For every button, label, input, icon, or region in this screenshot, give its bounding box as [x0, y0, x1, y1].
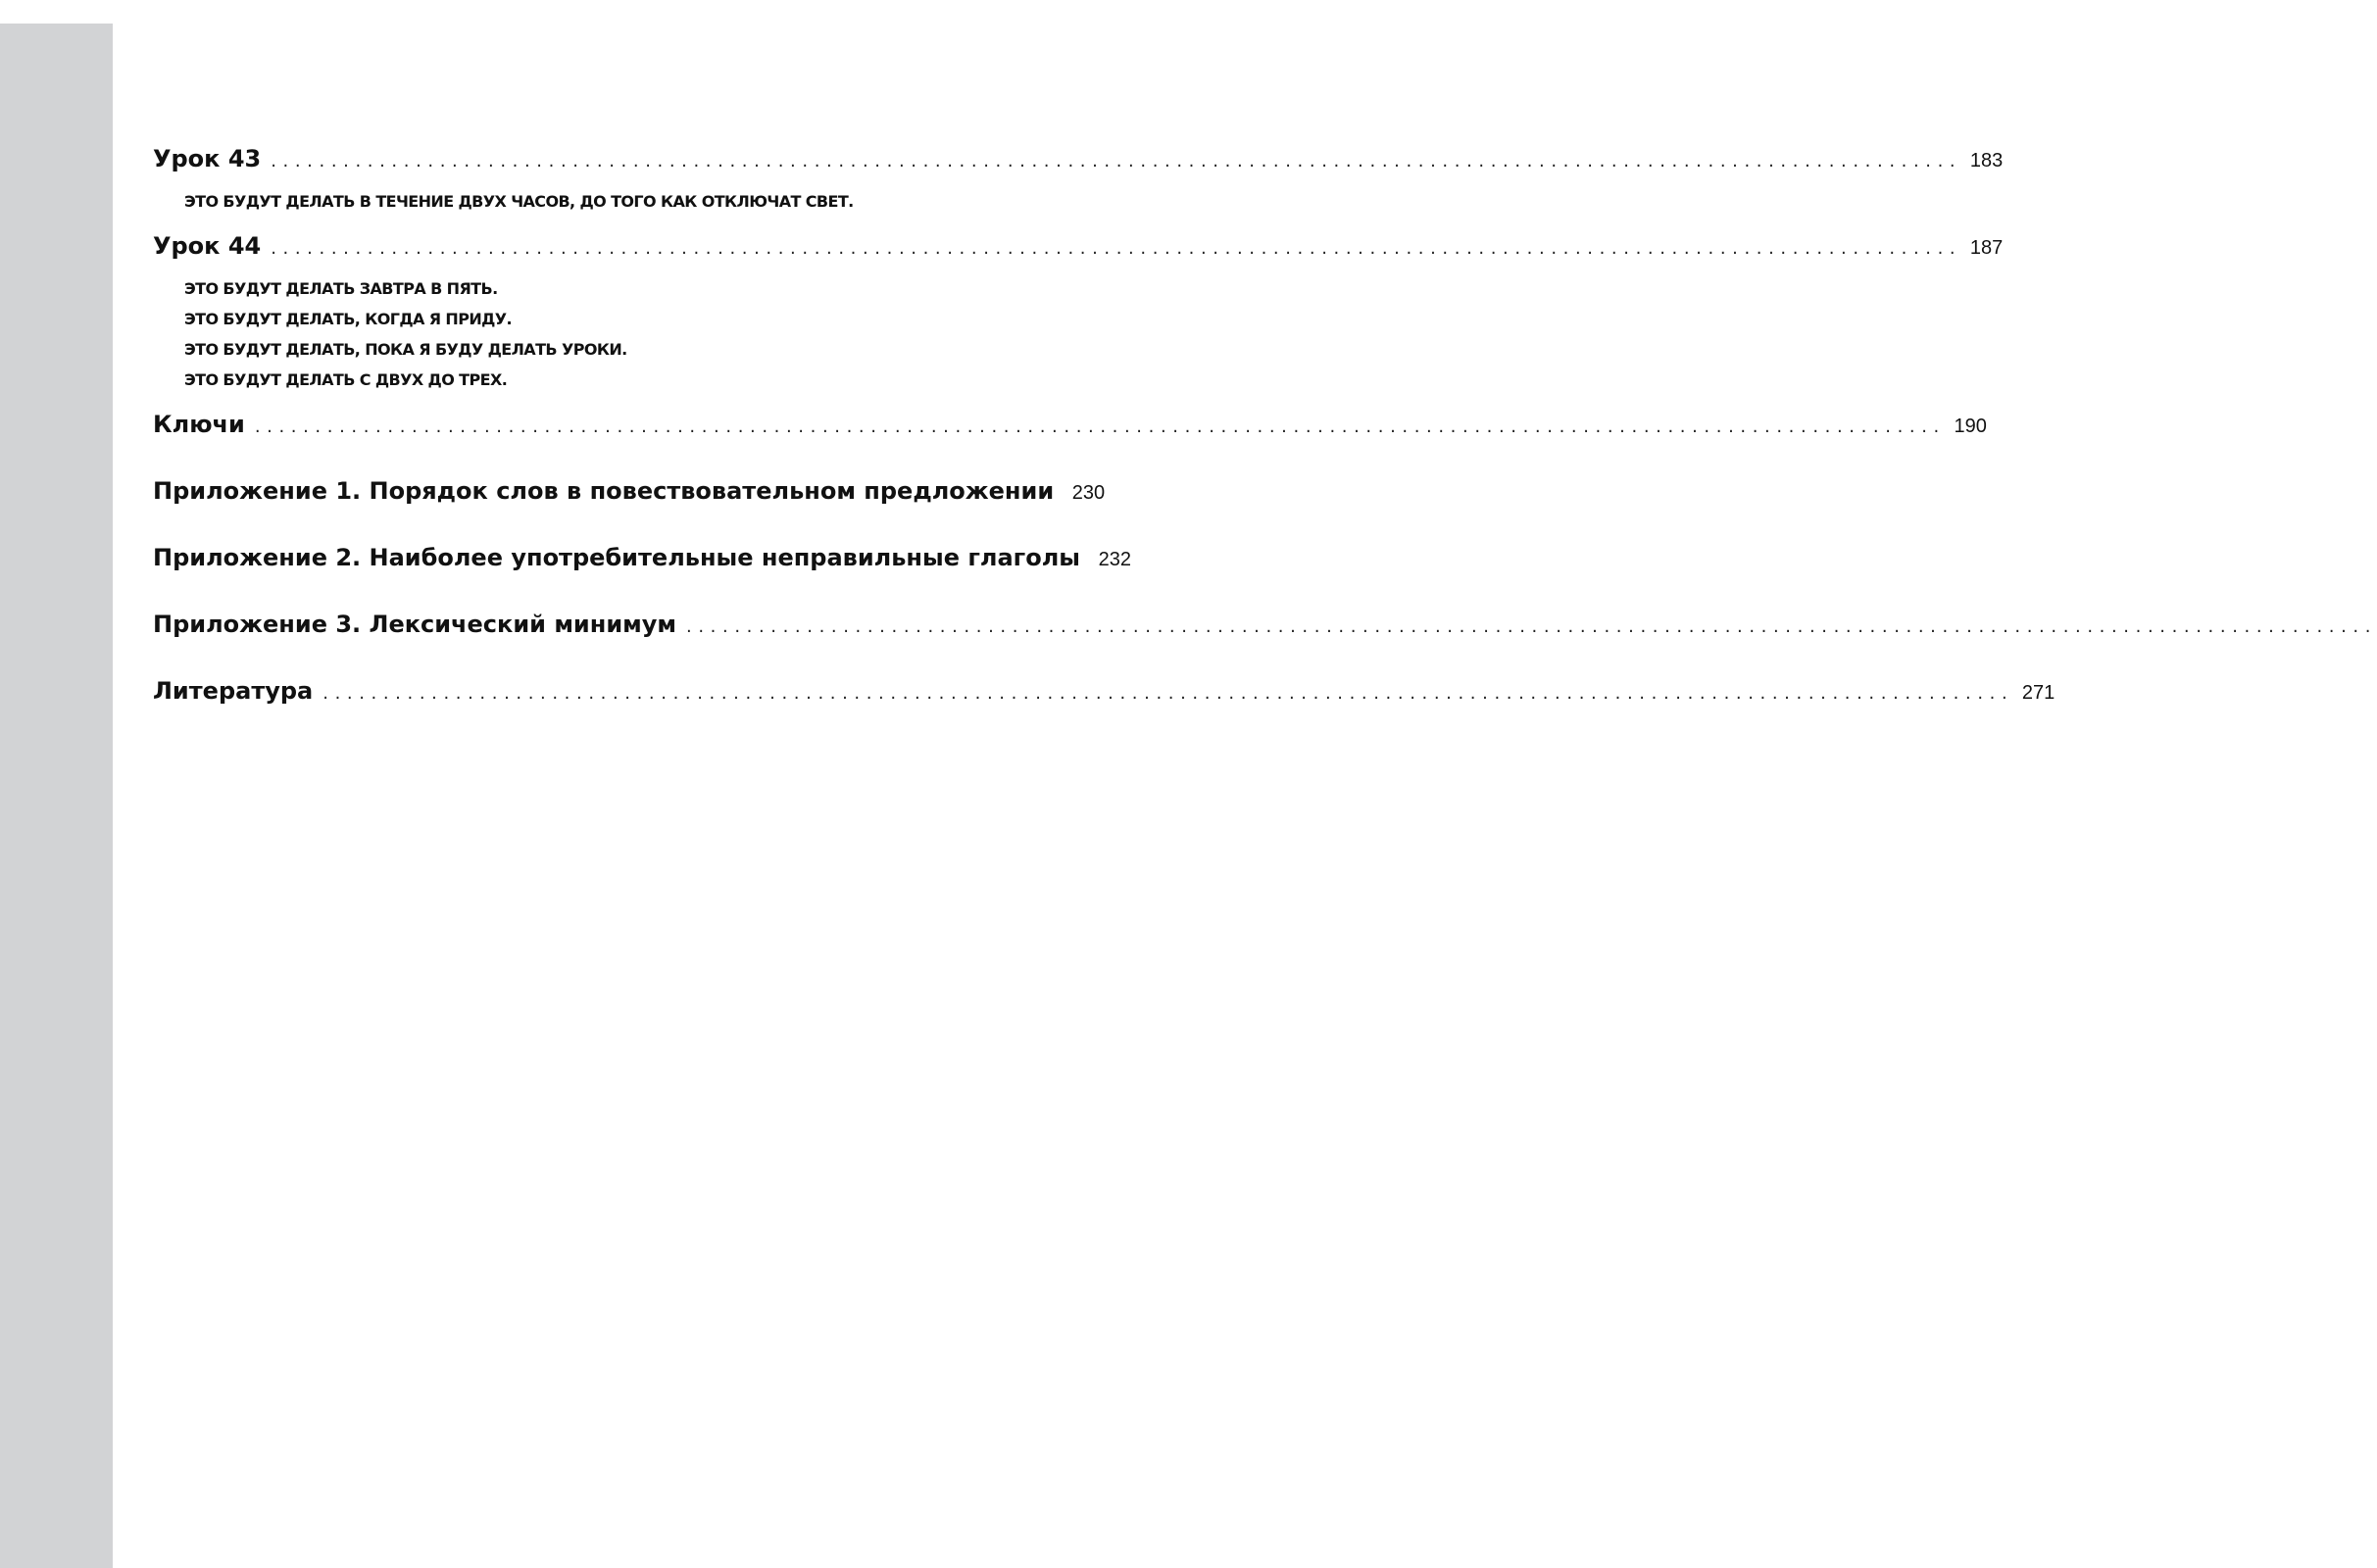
- dot-leader: ............................................................................................................................................: [322, 683, 2014, 704]
- toc-page-number: 230: [1071, 482, 1106, 504]
- dot-leader: ............................................................................................................................................: [686, 616, 2377, 637]
- toc-entry-lesson-43[interactable]: [153, 145, 2004, 172]
- toc-subitem: ЭТО БУДУТ ДЕЛАТЬ, ПОКА Я БУДУ ДЕЛАТЬ УРОКИ.: [184, 340, 627, 359]
- toc-title: Приложение 3. Лексический минимум: [153, 611, 677, 638]
- dot-leader: ............................................................................................................................................: [271, 238, 1962, 259]
- toc-subitem: ЭТО БУДУТ ДЕЛАТЬ, КОГДА Я ПРИДУ.: [184, 310, 512, 328]
- toc-entry-appendix-1[interactable]: [153, 477, 1106, 505]
- toc-subitem: ЭТО БУДУТ ДЕЛАТЬ ЗАВТРА В ПЯТЬ.: [184, 279, 498, 298]
- toc-page-number: 271: [2021, 682, 2055, 704]
- toc-subitem: ЭТО БУДУТ ДЕЛАТЬ В ТЕЧЕНИЕ ДВУХ ЧАСОВ, ДО ТОГО КАК ОТКЛЮЧАТ СВЕТ.: [184, 192, 854, 211]
- toc-subitem: ЭТО БУДУТ ДЕЛАТЬ С ДВУХ ДО ТРЕХ.: [184, 370, 508, 389]
- toc-title: Ключи: [153, 411, 245, 438]
- toc-page-number: 232: [1098, 549, 1131, 570]
- toc-page-number: 187: [1969, 237, 2004, 259]
- toc-entry-keys[interactable]: [153, 411, 1987, 438]
- toc-title: Приложение 1. Порядок слов в повествовательном предложении: [153, 477, 1055, 505]
- toc-page-number: 183: [1969, 150, 2004, 172]
- toc-entry-appendix-2[interactable]: [153, 544, 1131, 571]
- toc-entry-lesson-44[interactable]: [153, 232, 2004, 260]
- toc-title: Урок 44: [153, 232, 262, 260]
- toc-page-number: 190: [1954, 416, 1987, 437]
- toc-title: Литература: [153, 677, 314, 705]
- table-of-contents: [153, 145, 2377, 705]
- page-edge-strip: [0, 24, 113, 1568]
- toc-entry-appendix-3[interactable]: [153, 611, 2377, 638]
- toc-sublist-lesson-43: [184, 186, 1070, 217]
- dot-leader: ............................................................................................................................................: [254, 416, 1946, 437]
- toc-entry-literature[interactable]: [153, 677, 2055, 705]
- toc-title: Урок 43: [153, 145, 262, 172]
- dot-leader: ............................................................................................................................................: [271, 151, 1962, 172]
- toc-title: Приложение 2. Наиболее употребительные неправильные глаголы: [153, 544, 1080, 571]
- toc-sublist-lesson-44: [184, 273, 1070, 395]
